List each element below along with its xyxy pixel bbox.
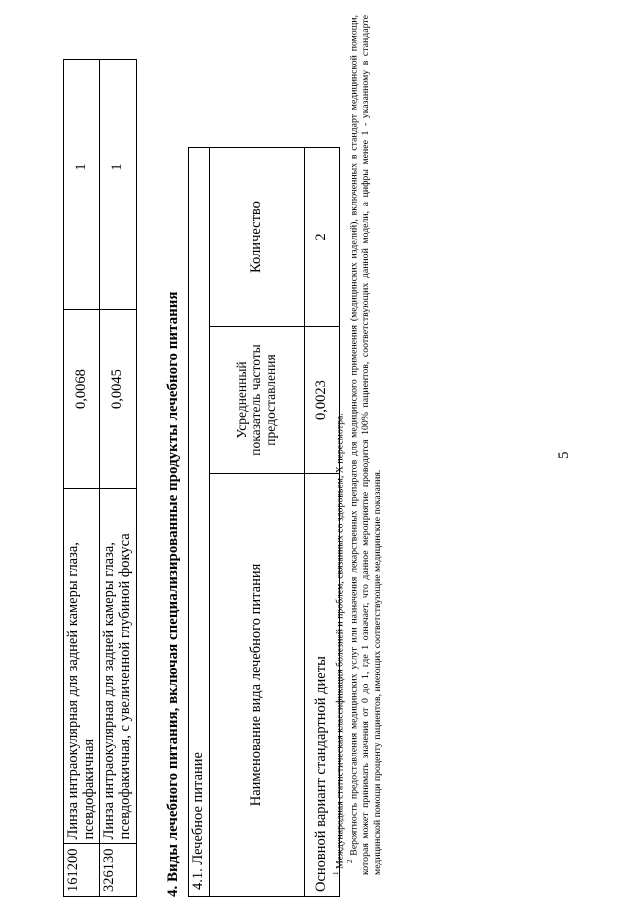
device-frequency: 0,0068 bbox=[64, 310, 100, 489]
footnote-mark: 2 bbox=[346, 859, 355, 863]
footnote bbox=[332, 15, 346, 875]
table-row bbox=[64, 60, 100, 897]
footnotes bbox=[332, 15, 384, 875]
subsection-row bbox=[189, 148, 210, 897]
medical-devices-table bbox=[63, 60, 137, 898]
device-frequency: 0,0045 bbox=[100, 310, 136, 489]
footnote-text: Международная статистическая классификация болезней и проблем, связанных со здоровьем, X пересмотра. bbox=[334, 413, 346, 870]
table-row bbox=[100, 60, 136, 897]
diet-name: Основной вариант стандартной диеты bbox=[304, 474, 339, 897]
device-name: Линза интраокулярная для задней камеры глаза, псевдофакичная, с увеличенной глубиной фокуса bbox=[100, 489, 136, 844]
column-header-frequency: Усредненный показатель частоты предоставления bbox=[209, 327, 304, 474]
footnote bbox=[346, 15, 384, 875]
section-heading: 4. Виды лечебного питания, включая специализированные продукты лечебного питания bbox=[165, 291, 181, 897]
diet-frequency: 0,0023 bbox=[304, 327, 339, 474]
footnote-text: Вероятность предоставления медицинских услуг или назначения лекарственных препаратов для медицинского применения (медицинских изделий), включенных в стандарт медицинской помощи, которая может принимать значения от 0 до 1, где 1 означает, что данное мероприятие проводится 100% пациентов, соответствующих данной модели, а цифры менее 1 - указанному в стандарте медицинской помощи проценту пациентов, имеющих соответствующие медицинские показания. bbox=[348, 14, 384, 875]
device-count: 1 bbox=[100, 60, 136, 310]
column-header-name: Наименование вида лечебного питания bbox=[209, 474, 304, 897]
page-number: 5 bbox=[556, 451, 572, 459]
device-code: 161200 bbox=[64, 844, 100, 897]
device-name: Линза интраокулярная для задней камеры глаза, псевдофакичная bbox=[64, 489, 100, 844]
subsection-title: 4.1. Лечебное питание bbox=[189, 148, 210, 897]
device-count: 1 bbox=[64, 60, 100, 310]
table-header-row bbox=[209, 148, 304, 897]
device-code: 326130 bbox=[100, 844, 136, 897]
therapeutic-nutrition-table bbox=[188, 147, 340, 897]
diet-count: 2 bbox=[304, 148, 339, 327]
column-header-count: Количество bbox=[209, 148, 304, 327]
footnote-mark: 1 bbox=[332, 871, 340, 875]
